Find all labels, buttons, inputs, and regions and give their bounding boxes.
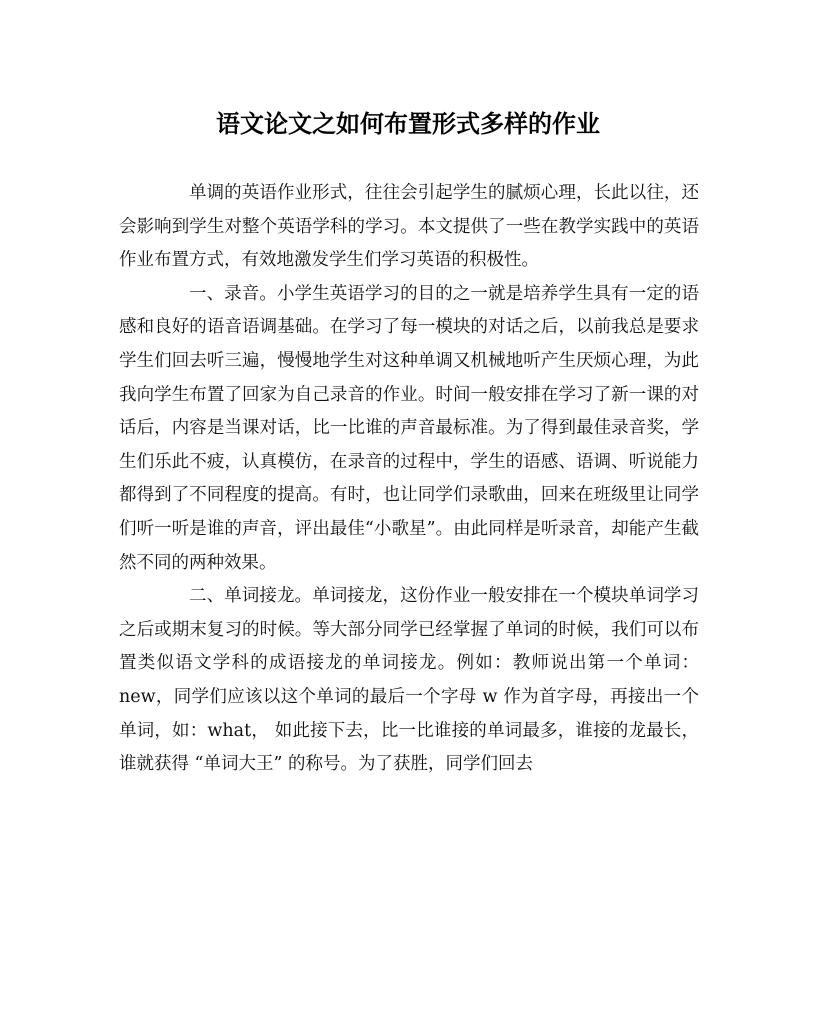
document-title: 语文论文之如何布置形式多样的作业 — [216, 109, 600, 138]
paragraph-word-chain: 二、单词接龙。单词接龙，这份作业一般安排在一个模块单词学习之后或期末复习的时候。等大部分同学已经掌握了单词的时候，我们可以布置类似语文学科的成语接龙的单词接龙。例如：教师说出第一个单词： new，同学们应该以这个单词的最后一个字母 w 作为首字母，再接出一个单词，如：what， 如此接下去，比一比谁接的单词最多，谁接的龙最长，谁就获得 “单词大王” 的称号。为了获胜，同学们回去 — [119, 586, 699, 775]
paragraph-recording: 一、录音。小学生英语学习的目的之一就是培养学生具有一定的语感和良好的语音语调基础。在学习了每一模块的对话之后，以前我总是要求学生们回去听三遍，慢慢地学生对这种单调又机械地听产生厌烦心理，为此我向学生布置了回家为自己录音的作业。时间一般安排在学习了新一课的对话后，内容是当课对话，比一比谁的声音最标准。为了得到最佳录音奖，学生们乐此不疲，认真模仿，在录音的过程中，学生的语感、语调、听说能力都得到了不同程度的提高。有时，也让同学们录歌曲，回来在班级里让同学们听一听是谁的声音，评出最佳“小歌星”。由此同样是听录音，却能产生截然不同的两种效果。 — [119, 283, 699, 573]
paragraph-intro: 单调的英语作业形式，往往会引起学生的腻烦心理，长此以往，还会影响到学生对整个英语学科的学习。本文提供了一些在教学实践中的英语作业布置方式，有效地激发学生们学习英语的积极性。 — [119, 183, 699, 271]
document-body — [119, 177, 699, 782]
